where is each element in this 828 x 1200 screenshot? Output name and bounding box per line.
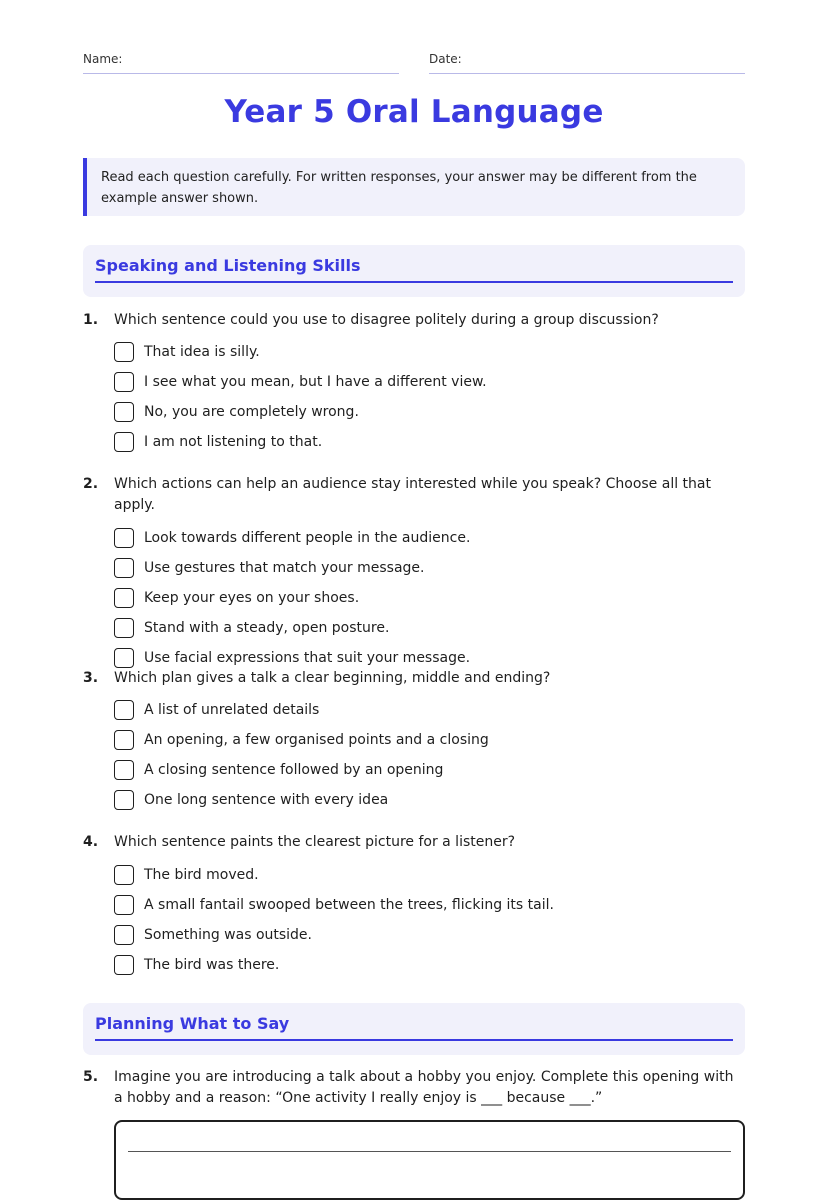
header-fields xyxy=(83,52,745,74)
question-text: Which sentence could you use to disagree politely during a group discussion? xyxy=(114,312,659,328)
section-header-speaking xyxy=(83,245,745,297)
answer-line xyxy=(128,1151,731,1152)
option[interactable] xyxy=(114,890,745,920)
question-1 xyxy=(83,310,745,457)
option-label: Something was outside. xyxy=(144,927,312,943)
question-text: Imagine you are introducing a talk about a hobby you enjoy. Complete this opening with a hobby and a reason: “One activity I really enjoy is ___ because ___.” xyxy=(114,1069,734,1106)
section-title: Speaking and Listening Skills xyxy=(95,256,733,283)
checkbox[interactable] xyxy=(114,648,134,668)
question-5 xyxy=(83,1067,745,1109)
name-label: Name: xyxy=(83,52,123,66)
question-text: Which actions can help an audience stay interested while you speak? Choose all that apply. xyxy=(114,476,711,513)
question-number: 3. xyxy=(83,670,99,686)
question-2 xyxy=(83,474,745,673)
option-label: I see what you mean, but I have a different view. xyxy=(144,374,487,390)
option[interactable] xyxy=(114,523,745,553)
option-label: The bird moved. xyxy=(144,867,259,883)
option[interactable] xyxy=(114,725,745,755)
option[interactable] xyxy=(114,613,745,643)
option[interactable] xyxy=(114,397,745,427)
question-text: Which plan gives a talk a clear beginning, middle and ending? xyxy=(114,670,551,686)
question-3 xyxy=(83,668,745,815)
option-label: A small fantail swooped between the trees, flicking its tail. xyxy=(144,897,554,913)
date-field[interactable] xyxy=(429,52,745,74)
checkbox[interactable] xyxy=(114,790,134,810)
option-label: A list of unrelated details xyxy=(144,702,320,718)
instructions-callout: Read each question carefully. For written responses, your answer may be different from the example answer shown. xyxy=(83,158,745,216)
checkbox[interactable] xyxy=(114,528,134,548)
option-label: A closing sentence followed by an opening xyxy=(144,762,444,778)
option-label: The bird was there. xyxy=(144,957,280,973)
option[interactable] xyxy=(114,427,745,457)
option-label: Look towards different people in the audience. xyxy=(144,530,471,546)
option-label: An opening, a few organised points and a closing xyxy=(144,732,489,748)
option[interactable] xyxy=(114,920,745,950)
page-title: Year 5 Oral Language xyxy=(224,94,604,130)
question-text: Which sentence paints the clearest picture for a listener? xyxy=(114,834,516,850)
section-header-planning xyxy=(83,1003,745,1055)
option[interactable] xyxy=(114,950,745,980)
option-label: Use facial expressions that suit your message. xyxy=(144,650,471,666)
option[interactable] xyxy=(114,367,745,397)
option-label: No, you are completely wrong. xyxy=(144,404,359,420)
checkbox[interactable] xyxy=(114,760,134,780)
checkbox[interactable] xyxy=(114,618,134,638)
option-label: Use gestures that match your message. xyxy=(144,560,425,576)
option[interactable] xyxy=(114,583,745,613)
option[interactable] xyxy=(114,860,745,890)
checkbox[interactable] xyxy=(114,895,134,915)
option[interactable] xyxy=(114,785,745,815)
checkbox[interactable] xyxy=(114,588,134,608)
option[interactable] xyxy=(114,553,745,583)
date-label: Date: xyxy=(429,52,462,66)
option-label: That idea is silly. xyxy=(144,344,260,360)
checkbox[interactable] xyxy=(114,925,134,945)
section-title: Planning What to Say xyxy=(95,1014,733,1041)
answer-box[interactable] xyxy=(114,1120,745,1200)
checkbox[interactable] xyxy=(114,432,134,452)
name-field[interactable] xyxy=(83,52,399,74)
option[interactable] xyxy=(114,337,745,367)
option-label: Keep your eyes on your shoes. xyxy=(144,590,360,606)
question-number: 2. xyxy=(83,476,99,492)
option[interactable] xyxy=(114,695,745,725)
checkbox[interactable] xyxy=(114,402,134,422)
option[interactable] xyxy=(114,755,745,785)
checkbox[interactable] xyxy=(114,730,134,750)
checkbox[interactable] xyxy=(114,865,134,885)
checkbox[interactable] xyxy=(114,700,134,720)
question-number: 1. xyxy=(83,312,99,328)
question-number: 4. xyxy=(83,834,99,850)
question-number: 5. xyxy=(83,1069,99,1085)
checkbox[interactable] xyxy=(114,342,134,362)
checkbox[interactable] xyxy=(114,372,134,392)
question-4 xyxy=(83,832,745,980)
option-label: I am not listening to that. xyxy=(144,434,323,450)
checkbox[interactable] xyxy=(114,955,134,975)
option-label: Stand with a steady, open posture. xyxy=(144,620,390,636)
option-label: One long sentence with every idea xyxy=(144,792,389,808)
checkbox[interactable] xyxy=(114,558,134,578)
